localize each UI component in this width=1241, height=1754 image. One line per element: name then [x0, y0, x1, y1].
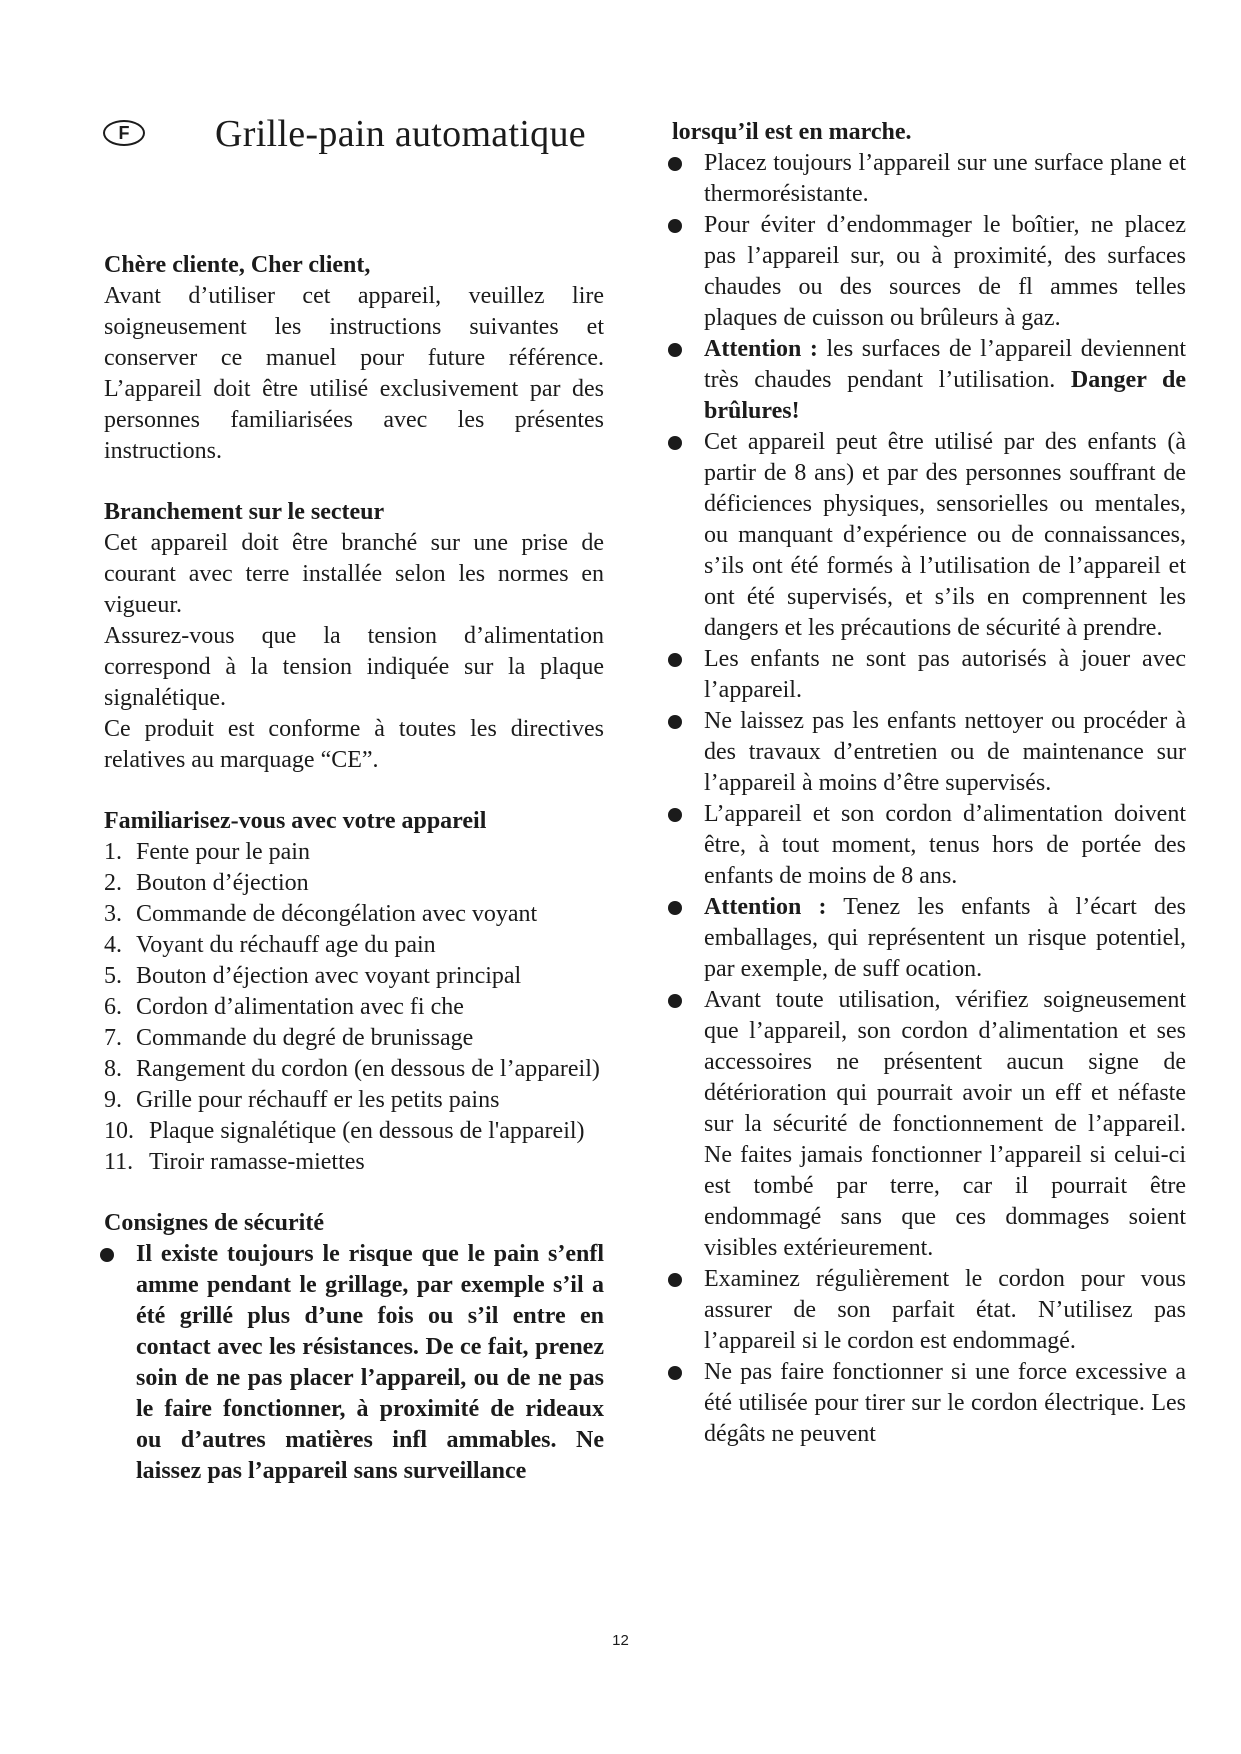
bullet-text: Avant toute utilisation, vérifiez soigneusement que l’appareil, son cordon d’alimentation et ses accessoires ne présentent aucun signe de détérioration qui pourrait avoir un eff et néfaste sur la sécurité de fonctionnement de l’appareil. Ne faites jamais fonctionner l’appareil si celui-ci est tombé par terre, car il pourrait être endommagé sans que ces dommages soient visibles extérieurement.	[704, 987, 1186, 1261]
list-item	[104, 1116, 604, 1147]
list-item	[104, 961, 604, 992]
item-label: Bouton d’éjection	[136, 870, 309, 896]
bullet-text: Il existe toujours le risque que le pain s’enfl amme pendant le grillage, par exemple s’il a été grillé plus d’une fois ou s’il entre en contact avec les résistances. De ce fait, prenez soin de ne pas placer l’appareil, ou de ne pas le faire fonctionner, à proximité de rideaux ou d’autres matières infl ammables. Ne laissez pas l’appareil sans surveillance	[136, 1241, 604, 1484]
list-item	[104, 1085, 604, 1116]
item-number: 1.	[104, 839, 122, 865]
bullet-text: Tenez les enfants à l’écart des emballages, qui représentent un risque potentiel, par exemple, de suff ocation.	[704, 894, 1186, 982]
item-label: Tiroir ramasse-miettes	[149, 1149, 365, 1175]
mains-paragraph: Assurez-vous que la tension d’alimentation correspond à la tension indiquée sur la plaque signalétique.	[104, 623, 604, 711]
item-number: 7.	[104, 1025, 122, 1051]
safety-section	[104, 1208, 604, 1487]
safety-bullet	[672, 210, 1186, 334]
item-number: 9.	[104, 1087, 122, 1113]
bullet-icon	[668, 436, 682, 450]
list-item	[104, 899, 604, 930]
item-label: Bouton d’éjection avec voyant principal	[136, 963, 522, 989]
safety-list	[104, 1239, 604, 1487]
bullet-text: Cet appareil peut être utilisé par des enfants (à partir de 8 ans) et par des personnes souffrant de déficiences physiques, sensorielles ou mentales, ou manquant d’expérience ou de connaissances, s’ils ont été formés à l’utilisation de l’appareil et ont été supervisés, et s’ils en comprennent les dangers et les précautions de sécurité à prendre.	[704, 429, 1186, 641]
attention-label: Attention :	[704, 894, 827, 920]
attention-label: Attention :	[704, 336, 818, 362]
parts-heading: Familiarisez-vous avec votre appareil	[104, 808, 487, 834]
bullet-icon	[100, 1248, 114, 1262]
bullet-text: les surfaces de l’appareil deviennent très chaudes pendant l’utilisation.	[704, 336, 1187, 393]
safety-heading: Consignes de sécurité	[104, 1210, 324, 1236]
list-item	[104, 1023, 604, 1054]
item-label: Cordon d’alimentation avec fi che	[136, 994, 464, 1020]
safety-bullet	[672, 892, 1186, 985]
item-label: Commande de décongélation avec voyant	[136, 901, 538, 927]
mains-section	[104, 497, 604, 776]
right-column	[672, 117, 1186, 1450]
bullet-icon	[668, 157, 682, 171]
bullet-text: Ne laissez pas les enfants nettoyer ou procéder à des travaux d’entretien ou de maintenance sur l’appareil à moins d’être supervisés.	[704, 708, 1186, 796]
mains-heading: Branchement sur le secteur	[104, 499, 385, 525]
continuation-text: lorsqu’il est en marche.	[672, 119, 912, 145]
item-label: Commande du degré de brunissage	[136, 1025, 474, 1051]
bullet-icon	[668, 343, 682, 357]
list-item	[104, 837, 604, 868]
intro-section	[104, 250, 604, 467]
bullet-text: Examinez régulièrement le cordon pour vous assurer de son parfait état. N’utilisez pas l’appareil si le cordon est endommagé.	[704, 1266, 1186, 1354]
item-number: 4.	[104, 932, 122, 958]
safety-bullet	[104, 1239, 604, 1487]
parts-list	[104, 837, 604, 1178]
safety-bullet	[672, 334, 1186, 427]
danger-warning: Danger de brûlures!	[704, 367, 1186, 424]
item-number: 6.	[104, 994, 122, 1020]
bullet-icon	[668, 1273, 682, 1287]
intro-text: Avant d’utiliser cet appareil, veuillez lire soigneusement les instructions suivantes et conserver ce manuel pour future référence. L’appareil doit être utilisé exclusivement par des personnes familiarisées avec les présentes instructions.	[104, 283, 604, 464]
item-label: Grille pour réchauff er les petits pains	[136, 1087, 500, 1113]
mains-paragraph: Cet appareil doit être branché sur une prise de courant avec terre installée selon les normes en vigueur.	[104, 530, 604, 618]
bullet-icon	[668, 808, 682, 822]
list-item	[104, 1054, 604, 1085]
bullet-icon	[668, 219, 682, 233]
list-item	[104, 868, 604, 899]
list-item	[104, 992, 604, 1023]
bullet-icon	[668, 1366, 682, 1380]
bullet-icon	[668, 901, 682, 915]
item-number: 2.	[104, 870, 122, 896]
language-badge: F	[103, 120, 145, 146]
item-label: Voyant du réchauff age du pain	[136, 932, 436, 958]
bullet-text: Placez toujours l’appareil sur une surface plane et thermorésistante.	[704, 150, 1186, 207]
item-number: 11.	[104, 1149, 134, 1175]
mains-paragraph: Ce produit est conforme à toutes les directives relatives au marquage “CE”.	[104, 716, 604, 773]
safety-bullet	[672, 799, 1186, 892]
safety-bullet	[672, 148, 1186, 210]
bullet-text: Les enfants ne sont pas autorisés à jouer avec l’appareil.	[704, 646, 1186, 703]
bullet-icon	[668, 715, 682, 729]
safety-bullet	[672, 1264, 1186, 1357]
safety-bullet	[672, 644, 1186, 706]
item-label: Rangement du cordon (en dessous de l’appareil)	[136, 1056, 600, 1082]
item-number: 10.	[104, 1118, 134, 1144]
safety-bullet	[672, 427, 1186, 644]
bullet-text: Ne pas faire fonctionner si une force excessive a été utilisée pour tirer sur le cordon électrique. Les dégâts ne peuvent	[704, 1359, 1186, 1447]
bullet-icon	[668, 994, 682, 1008]
list-item	[104, 1147, 604, 1178]
safety-bullet	[672, 1357, 1186, 1450]
list-item	[104, 930, 604, 961]
bullet-text: Pour éviter d’endommager le boîtier, ne placez pas l’appareil sur, ou à proximité, des surfaces chaudes ou des sources de fl ammes telles plaques de cuisson ou brûleurs à gaz.	[704, 212, 1186, 331]
item-number: 5.	[104, 963, 122, 989]
safety-bullet	[672, 985, 1186, 1264]
page-title: Grille-pain automatique	[215, 113, 586, 155]
item-label: Fente pour le pain	[136, 839, 310, 865]
safety-bullet	[672, 706, 1186, 799]
left-column	[104, 250, 604, 1487]
safety-list-continued	[672, 148, 1186, 1450]
greeting-heading: Chère cliente, Cher client,	[104, 252, 371, 278]
item-label: Plaque signalétique (en dessous de l'appareil)	[149, 1118, 585, 1144]
bullet-icon	[668, 653, 682, 667]
item-number: 8.	[104, 1056, 122, 1082]
item-number: 3.	[104, 901, 122, 927]
parts-section	[104, 806, 604, 1178]
bullet-text: L’appareil et son cordon d’alimentation doivent être, à tout moment, tenus hors de portée des enfants de moins de 8 ans.	[704, 801, 1186, 889]
page-number: 12	[612, 1632, 629, 1649]
